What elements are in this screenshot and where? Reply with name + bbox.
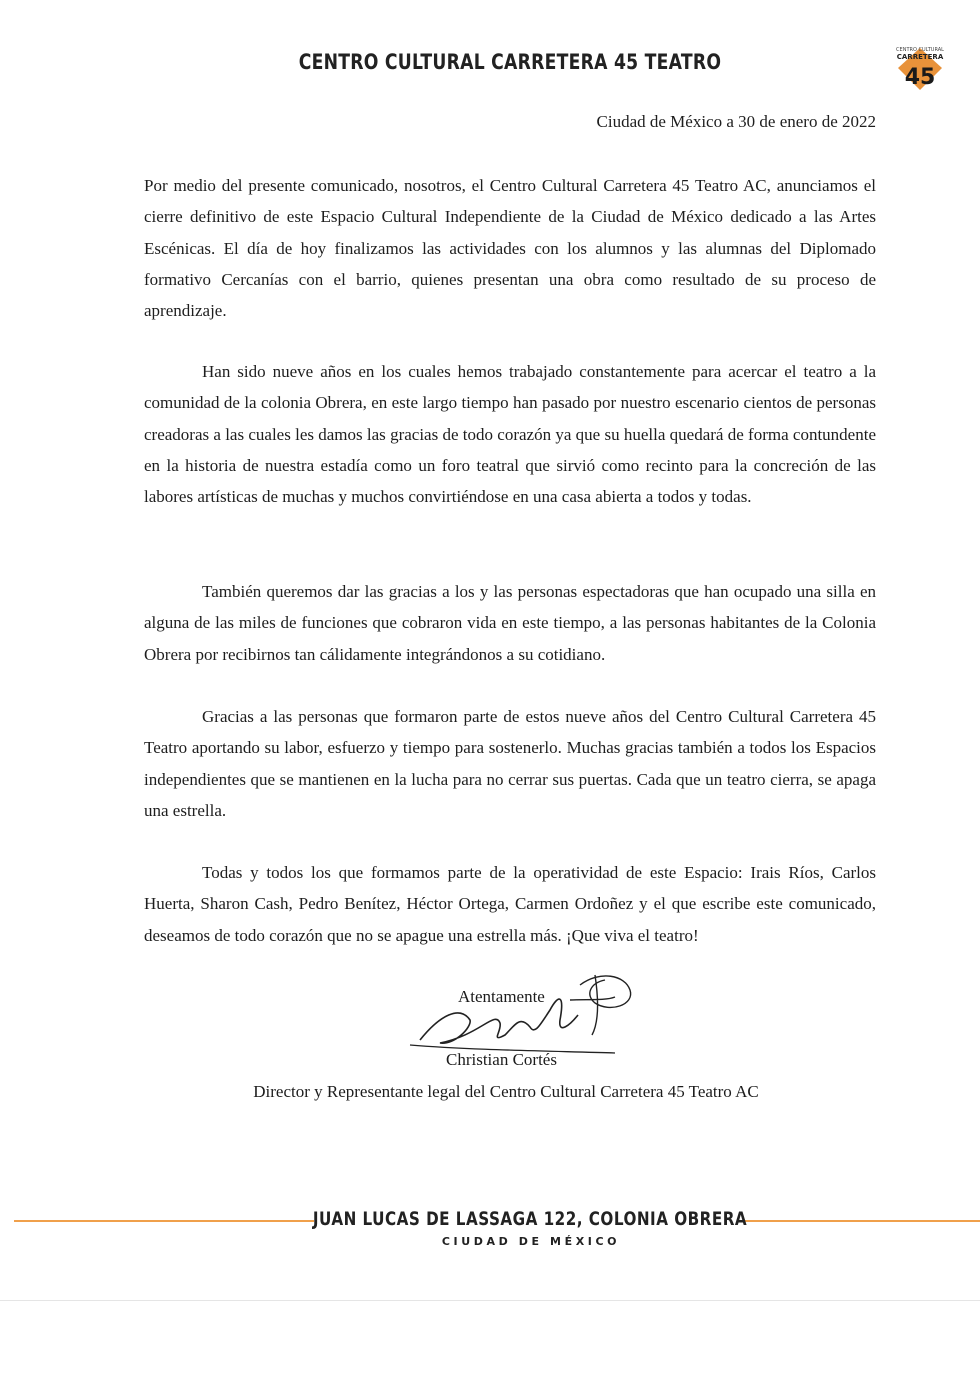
paragraph-staff [144,857,876,951]
logo-top-text: CENTRO CULTURAL [896,47,944,53]
signer-role: Director y Representante legal del Centro Cultural Carretera 45 Teatro AC [253,1082,759,1101]
logo-mid-text: CARRETERA [896,53,944,61]
logo-number: 45 [904,65,936,90]
paragraph-team-thanks [144,701,876,826]
paragraph-audience-thanks [144,576,876,670]
paragraph-audience-thanks-text: También queremos dar las gracias a los y las personas espectadoras que han ocupado una silla en alguna de las miles de funciones que cobraron vida en este tiempo, a las personas habitantes de la Colonia Obrera por recibirnos tan cálidamente integrándonos a su cotidiano. [144,582,876,664]
signer-name: Christian Cortés [446,1050,557,1069]
page-edge-divider [0,1300,980,1301]
footer-city: CIUDAD DE MÉXICO [441,1235,621,1248]
letter-date: Ciudad de México a 30 de enero de 2022 [596,112,876,131]
paragraph-staff-text: Todas y todos los que formamos parte de la operatividad de este Espacio: Irais Ríos, Carlos Huerta, Sharon Cash, Pedro Benítez, Héctor Ortega, Carmen Ordoñez y el que escribe este comunicado, deseamos de todo corazón que no se apague una estrella más. ¡Que viva el teatro! [144,863,876,945]
paragraph-history-text: Han sido nueve años en los cuales hemos trabajado constantemente para acercar el teatro a la comunidad de la colonia Obrera, en este largo tiempo han pasado por nuestro escenario cientos de personas creadoras a las cuales les damos las gracias de todo corazón ya que su huella quedará de forma contundente en la historia de nuestra estadía como un foro teatral que sirvió como recinto para la concreción de las labores artísticas de muchas y muchos convirtiéndose en una casa abierta a todos y todas. [144,362,876,507]
footer-address: JUAN LUCAS DE LASSAGA 122, COLONIA OBRERA [312,1208,748,1230]
paragraph-history [144,356,876,512]
letterhead-title: CENTRO CULTURAL CARRETERA 45 TEATRO [298,50,722,74]
paragraph-announcement: Por medio del presente comunicado, nosotros, el Centro Cultural Carretera 45 Teatro AC, anunciamos el cierre definitivo de este Espacio Cultural Independiente de la Ciudad de México dedicado a las Artes Escénicas. El día de hoy finalizamos las actividades con los alumnos y las alumnas del Diplomado formativo Cercanías con el barrio, quienes presentan una obra como resultado de su proceso de aprendizaje. [144,176,876,321]
theater-logo [894,44,946,92]
closing-salutation: Atentamente [458,987,545,1006]
paragraph-team-thanks-text: Gracias a las personas que formaron parte de estos nueve años del Centro Cultural Carretera 45 Teatro aportando su labor, esfuerzo y tiempo para sostenerlo. Muchas gracias también a todos los Espacios independientes que se mantienen en la lucha para no cerrar sus puertas. Cada que un teatro cierra, se apaga una estrella. [144,707,876,820]
